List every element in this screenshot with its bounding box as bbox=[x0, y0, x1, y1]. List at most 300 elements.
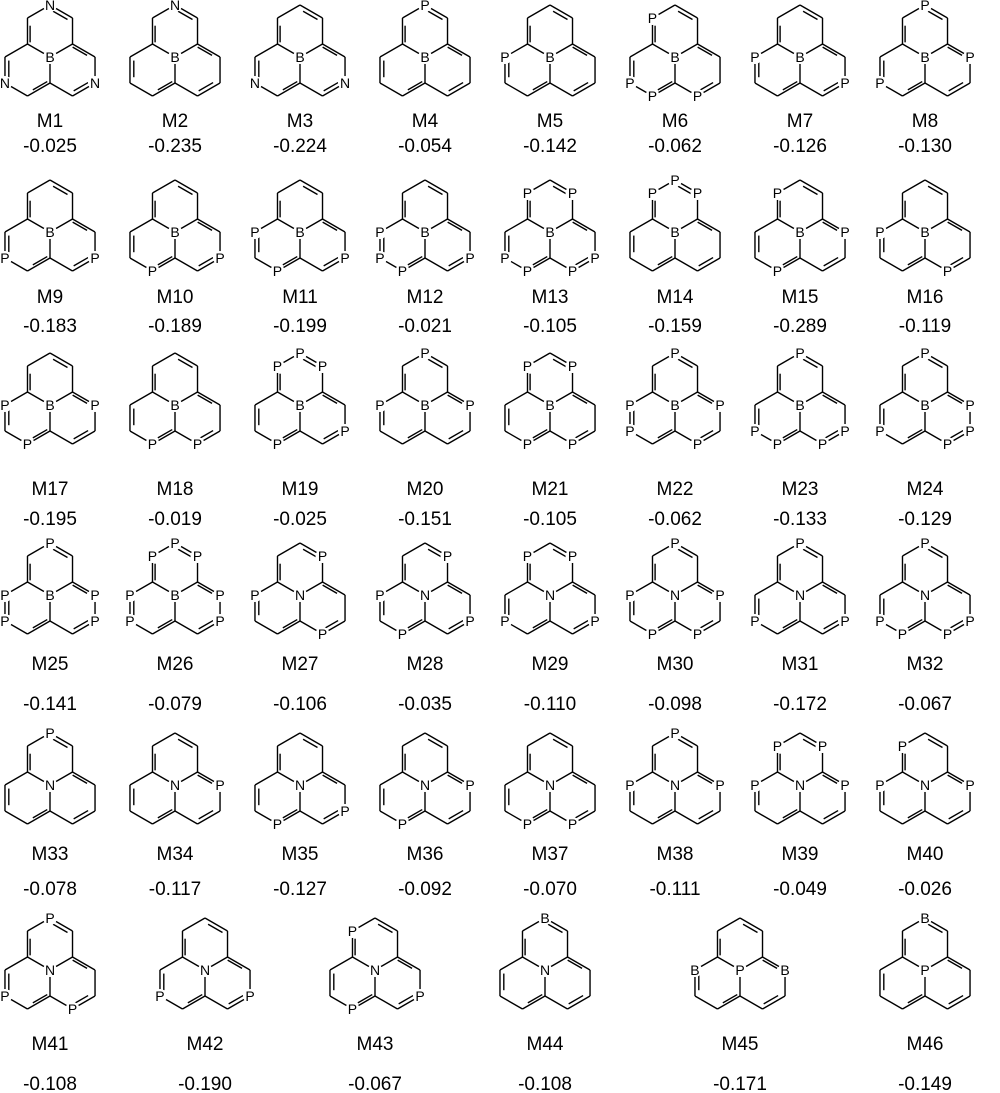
structure-drawing bbox=[680, 900, 800, 1020]
structure-drawing bbox=[490, 0, 610, 107]
molecule-value: -0.108 bbox=[23, 1074, 77, 1093]
heteroatom-label: N bbox=[0, 75, 11, 91]
molecule-name: M45 bbox=[721, 1034, 759, 1055]
bond bbox=[175, 621, 198, 634]
heteroatom-label: P bbox=[522, 816, 533, 832]
heteroatom-label: P bbox=[522, 263, 533, 279]
heteroatom-label: P bbox=[90, 613, 100, 629]
bond bbox=[375, 996, 398, 1009]
double-bond bbox=[74, 83, 88, 91]
molecule-name: M32 bbox=[906, 654, 944, 675]
molecule-name: M19 bbox=[281, 479, 319, 500]
molecule-m15 bbox=[740, 162, 860, 362]
double-bond bbox=[803, 186, 817, 194]
double-bond bbox=[553, 186, 567, 194]
heteroatom-label: P bbox=[250, 224, 260, 240]
double-bond bbox=[199, 621, 213, 629]
heteroatom-label: P bbox=[500, 49, 510, 65]
bond bbox=[50, 621, 73, 634]
double-bond bbox=[553, 739, 567, 747]
molecule-value: -0.199 bbox=[273, 316, 327, 337]
heteroatom-label: P bbox=[465, 777, 475, 793]
double-bond bbox=[803, 549, 817, 557]
double-bond bbox=[574, 621, 588, 629]
heteroatom-label: P bbox=[715, 587, 725, 603]
center-atom-label: B bbox=[170, 224, 180, 240]
double-bond bbox=[449, 83, 463, 91]
bond bbox=[527, 733, 550, 746]
molecule-m32 bbox=[865, 525, 985, 725]
molecule-m23 bbox=[740, 335, 860, 535]
double-bond bbox=[803, 359, 817, 367]
molecule-m6 bbox=[615, 0, 735, 187]
molecule-name: M9 bbox=[36, 287, 64, 308]
bond bbox=[652, 431, 675, 444]
heteroatom-label: P bbox=[147, 436, 158, 452]
bond bbox=[902, 996, 925, 1009]
molecule-m37 bbox=[490, 715, 610, 915]
double-bond bbox=[199, 83, 213, 91]
heteroatom-label: P bbox=[317, 626, 328, 642]
center-atom-label: N bbox=[419, 587, 431, 603]
heteroatom-label: P bbox=[647, 626, 658, 642]
molecule-name: M26 bbox=[156, 654, 194, 675]
molecule-value: -0.126 bbox=[773, 136, 827, 157]
heteroatom-label: P bbox=[340, 803, 350, 819]
center-atom-label: B bbox=[295, 397, 305, 413]
structure-drawing bbox=[115, 715, 235, 835]
structure-drawing bbox=[740, 335, 860, 455]
molecule-value: -0.189 bbox=[148, 316, 202, 337]
heteroatom-label: P bbox=[0, 613, 10, 629]
bond bbox=[695, 996, 718, 1009]
bond bbox=[130, 392, 153, 405]
bond bbox=[50, 258, 73, 271]
structure-drawing bbox=[365, 525, 485, 645]
double-bond bbox=[449, 431, 463, 439]
molecule-name: M25 bbox=[31, 654, 69, 675]
molecule-value: -0.019 bbox=[148, 509, 202, 530]
molecule-m4 bbox=[365, 0, 485, 187]
heteroatom-label: P bbox=[442, 548, 453, 564]
double-bond bbox=[928, 186, 942, 194]
heteroatom-label: P bbox=[522, 548, 533, 564]
bond bbox=[198, 392, 221, 405]
heteroatom-label: P bbox=[897, 738, 908, 754]
double-bond bbox=[399, 996, 413, 1004]
bond bbox=[948, 957, 971, 970]
bond bbox=[545, 996, 568, 1009]
molecule-m3 bbox=[240, 0, 360, 187]
molecule-name: M33 bbox=[31, 844, 69, 865]
structure-drawing bbox=[0, 335, 110, 455]
bond bbox=[182, 996, 205, 1009]
center-atom-label: B bbox=[920, 224, 930, 240]
center-atom-label: N bbox=[544, 587, 556, 603]
structure-drawing bbox=[365, 715, 485, 835]
heteroatom-label: P bbox=[942, 626, 953, 642]
structure-drawing bbox=[740, 162, 860, 282]
bond bbox=[73, 957, 96, 970]
bond bbox=[568, 957, 591, 970]
bond bbox=[902, 811, 925, 824]
bond bbox=[652, 258, 675, 271]
molecule-value: -0.098 bbox=[648, 694, 702, 715]
heteroatom-label: P bbox=[215, 250, 225, 266]
double-bond bbox=[824, 811, 838, 819]
structure-drawing bbox=[240, 715, 360, 835]
molecule-m12 bbox=[365, 162, 485, 362]
molecule-value: -0.062 bbox=[648, 136, 702, 157]
heteroatom-label: P bbox=[750, 49, 760, 65]
bond bbox=[175, 811, 198, 824]
double-bond bbox=[553, 359, 567, 367]
molecule-m27 bbox=[240, 525, 360, 725]
structure-drawing bbox=[865, 162, 985, 282]
heteroatom-label: P bbox=[397, 263, 408, 279]
heteroatom-label: P bbox=[45, 535, 55, 551]
center-atom-label: N bbox=[919, 777, 931, 793]
structure-drawing bbox=[115, 162, 235, 282]
heteroatom-label: N bbox=[169, 0, 181, 13]
bond bbox=[880, 44, 903, 57]
bond bbox=[152, 733, 175, 746]
heteroatom-label: P bbox=[465, 613, 475, 629]
bond bbox=[630, 44, 653, 57]
heteroatom-label: P bbox=[147, 263, 158, 279]
center-atom-label: P bbox=[920, 962, 930, 978]
center-atom-label: B bbox=[670, 49, 680, 65]
bond bbox=[160, 957, 183, 970]
molecule-m5 bbox=[490, 0, 610, 187]
molecule-name: M35 bbox=[281, 844, 319, 865]
molecule-value: -0.025 bbox=[273, 509, 327, 530]
double-bond bbox=[949, 811, 963, 819]
molecule-name: M22 bbox=[656, 479, 694, 500]
molecule-value: -0.190 bbox=[178, 1074, 232, 1093]
molecule-name: M12 bbox=[406, 287, 444, 308]
heteroatom-label: N bbox=[44, 0, 56, 13]
bond bbox=[948, 582, 971, 595]
bond bbox=[277, 733, 300, 746]
molecule-name: M17 bbox=[31, 479, 69, 500]
bond bbox=[130, 811, 153, 824]
bond bbox=[5, 811, 28, 824]
heteroatom-label: P bbox=[670, 725, 680, 741]
double-bond bbox=[53, 549, 67, 557]
bond bbox=[205, 996, 228, 1009]
structure-drawing bbox=[615, 0, 735, 107]
molecule-value: -0.111 bbox=[649, 879, 701, 900]
double-bond bbox=[208, 924, 222, 932]
bond bbox=[425, 83, 448, 96]
molecule-name: M4 bbox=[411, 111, 439, 132]
heteroatom-label: P bbox=[920, 345, 930, 361]
bond bbox=[500, 996, 523, 1009]
structure-drawing bbox=[865, 335, 985, 455]
molecule-name: M38 bbox=[656, 844, 694, 865]
center-atom-label: B bbox=[670, 397, 680, 413]
bond bbox=[50, 83, 73, 96]
heteroatom-label: P bbox=[875, 224, 885, 240]
heteroatom-label: N bbox=[89, 75, 101, 91]
heteroatom-label: P bbox=[347, 923, 358, 939]
center-atom-label: B bbox=[420, 397, 430, 413]
center-atom-label: B bbox=[795, 49, 805, 65]
center-atom-label: B bbox=[295, 49, 305, 65]
center-atom-label: B bbox=[420, 224, 430, 240]
heteroatom-label: P bbox=[375, 397, 385, 413]
molecule-name: M41 bbox=[31, 1034, 69, 1055]
bond bbox=[948, 219, 971, 232]
molecule-value: -0.025 bbox=[23, 136, 77, 157]
bond bbox=[573, 392, 596, 405]
heteroatom-label: P bbox=[625, 75, 635, 91]
structure-drawing bbox=[240, 162, 360, 282]
molecule-value: -0.070 bbox=[523, 879, 577, 900]
bond bbox=[255, 392, 278, 405]
heteroatom-label: P bbox=[625, 423, 635, 439]
heteroatom-label: P bbox=[420, 0, 430, 13]
bond bbox=[800, 811, 823, 824]
double-bond bbox=[553, 11, 567, 19]
heteroatom-label: B bbox=[690, 962, 700, 978]
double-bond bbox=[928, 924, 942, 932]
molecule-m7 bbox=[740, 0, 860, 187]
bond bbox=[73, 772, 96, 785]
bond bbox=[402, 431, 425, 444]
molecule-m33 bbox=[0, 715, 110, 915]
double-bond bbox=[803, 739, 817, 747]
double-bond bbox=[324, 83, 338, 91]
bond bbox=[448, 219, 471, 232]
bond bbox=[152, 83, 175, 96]
bond bbox=[500, 957, 523, 970]
bond bbox=[398, 957, 421, 970]
molecule-value: -0.026 bbox=[898, 879, 952, 900]
heteroatom-label: P bbox=[522, 436, 533, 452]
molecule-name: M18 bbox=[156, 479, 194, 500]
molecule-m39 bbox=[740, 715, 860, 915]
bond bbox=[255, 772, 278, 785]
heteroatom-label: P bbox=[670, 172, 680, 188]
molecule-m38 bbox=[615, 715, 735, 915]
bond bbox=[27, 258, 50, 271]
structure-drawing bbox=[0, 0, 110, 107]
molecule-m17 bbox=[0, 335, 110, 535]
double-bond bbox=[178, 186, 192, 194]
heteroatom-label: P bbox=[795, 345, 805, 361]
heteroatom-label: P bbox=[670, 535, 680, 551]
heteroatom-label: P bbox=[45, 910, 55, 926]
heteroatom-label: P bbox=[772, 263, 783, 279]
bond bbox=[402, 733, 425, 746]
heteroatom-label: P bbox=[647, 185, 658, 201]
heteroatom-label: P bbox=[817, 436, 828, 452]
double-bond bbox=[569, 996, 583, 1004]
heteroatom-label: P bbox=[465, 250, 475, 266]
molecule-name: M40 bbox=[906, 844, 944, 865]
bond bbox=[755, 83, 778, 96]
molecule-m1 bbox=[0, 0, 110, 187]
heteroatom-label: P bbox=[397, 626, 408, 642]
heteroatom-label: P bbox=[647, 88, 658, 104]
molecule-value: -0.151 bbox=[398, 509, 452, 530]
structure-drawing bbox=[865, 525, 985, 645]
structure-drawing bbox=[490, 525, 610, 645]
heteroatom-label: P bbox=[875, 613, 885, 629]
double-bond bbox=[229, 996, 243, 1004]
molecule-name: M46 bbox=[906, 1034, 944, 1055]
structure-drawing bbox=[615, 525, 735, 645]
molecule-value: -0.235 bbox=[148, 136, 202, 157]
double-bond bbox=[928, 359, 942, 367]
molecule-value: -0.105 bbox=[523, 316, 577, 337]
double-bond bbox=[428, 186, 442, 194]
heteroatom-label: P bbox=[625, 397, 635, 413]
heteroatom-label: P bbox=[567, 816, 578, 832]
molecule-name: M24 bbox=[906, 479, 944, 500]
center-atom-label: N bbox=[919, 587, 931, 603]
bond bbox=[27, 621, 50, 634]
bond bbox=[402, 83, 425, 96]
double-bond bbox=[548, 924, 562, 932]
heteroatom-label: P bbox=[840, 224, 850, 240]
heteroatom-label: P bbox=[567, 548, 578, 564]
bond bbox=[152, 180, 175, 193]
heteroatom-label: P bbox=[965, 49, 975, 65]
center-atom-label: N bbox=[669, 777, 681, 793]
center-atom-label: N bbox=[794, 777, 806, 793]
heteroatom-label: P bbox=[875, 777, 885, 793]
heteroatom-label: P bbox=[317, 358, 328, 374]
molecule-m29 bbox=[490, 525, 610, 725]
molecule-value: -0.078 bbox=[23, 879, 77, 900]
molecule-name: M31 bbox=[781, 654, 819, 675]
double-bond bbox=[178, 549, 192, 557]
double-bond bbox=[764, 996, 778, 1004]
molecule-m22 bbox=[615, 335, 735, 535]
heteroatom-label: P bbox=[965, 777, 975, 793]
bond bbox=[505, 582, 528, 595]
molecule-name: M11 bbox=[282, 287, 318, 308]
heteroatom-label: P bbox=[750, 777, 760, 793]
molecule-m44 bbox=[485, 900, 605, 1093]
molecule-value: -0.133 bbox=[773, 509, 827, 530]
center-atom-label: B bbox=[420, 49, 430, 65]
bond bbox=[550, 621, 573, 634]
molecule-m40 bbox=[865, 715, 985, 915]
molecule-name: M36 bbox=[406, 844, 444, 865]
bond bbox=[573, 582, 596, 595]
structure-drawing bbox=[740, 0, 860, 107]
molecule-name: M16 bbox=[906, 287, 944, 308]
heteroatom-label: P bbox=[215, 613, 225, 629]
molecule-m11 bbox=[240, 162, 360, 362]
molecule-m31 bbox=[740, 525, 860, 725]
bond bbox=[675, 258, 698, 271]
heteroatom-label: P bbox=[965, 397, 975, 413]
molecule-value: -0.108 bbox=[518, 1074, 572, 1093]
bond bbox=[740, 996, 763, 1009]
center-atom-label: B bbox=[920, 49, 930, 65]
molecule-m26 bbox=[115, 525, 235, 725]
heteroatom-label: P bbox=[45, 725, 55, 741]
double-bond bbox=[53, 924, 67, 932]
bond bbox=[880, 582, 903, 595]
bond bbox=[323, 582, 346, 595]
heteroatom-label: P bbox=[920, 535, 930, 551]
molecule-name: M34 bbox=[156, 844, 194, 865]
heteroatom-label: P bbox=[692, 185, 703, 201]
molecule-m43 bbox=[315, 900, 435, 1093]
heteroatom-label: P bbox=[567, 263, 578, 279]
bond bbox=[527, 83, 550, 96]
bond bbox=[27, 996, 50, 1009]
molecule-m14 bbox=[615, 162, 735, 362]
center-atom-label: B bbox=[545, 49, 555, 65]
molecule-name: M30 bbox=[656, 654, 694, 675]
bond bbox=[925, 996, 948, 1009]
bond bbox=[777, 621, 800, 634]
molecule-value: -0.049 bbox=[773, 879, 827, 900]
heteroatom-label: P bbox=[415, 988, 425, 1004]
double-bond bbox=[678, 739, 692, 747]
molecule-m36 bbox=[365, 715, 485, 915]
heteroatom-label: P bbox=[875, 423, 885, 439]
double-bond bbox=[824, 83, 838, 91]
bond bbox=[675, 811, 698, 824]
bond bbox=[800, 621, 823, 634]
bond bbox=[630, 219, 653, 232]
bond bbox=[880, 996, 903, 1009]
double-bond bbox=[428, 549, 442, 557]
center-atom-label: B bbox=[170, 397, 180, 413]
structure-drawing bbox=[0, 162, 110, 282]
bond bbox=[902, 431, 925, 444]
structure-drawing bbox=[240, 0, 360, 107]
structure-drawing bbox=[490, 162, 610, 282]
bond bbox=[255, 621, 278, 634]
molecule-value: -0.110 bbox=[523, 694, 577, 715]
molecule-name: M21 bbox=[531, 479, 569, 500]
bond bbox=[823, 392, 846, 405]
molecule-name: M2 bbox=[161, 111, 189, 132]
heteroatom-label: P bbox=[245, 988, 255, 1004]
center-atom-label: N bbox=[294, 777, 306, 793]
heteroatom-label: P bbox=[715, 777, 725, 793]
center-atom-label: B bbox=[170, 587, 180, 603]
molecule-value: -0.054 bbox=[398, 136, 452, 157]
bond bbox=[698, 44, 721, 57]
center-atom-label: N bbox=[169, 777, 181, 793]
heteroatom-label: P bbox=[772, 185, 783, 201]
molecule-m45 bbox=[680, 900, 800, 1093]
bond bbox=[73, 219, 96, 232]
bond bbox=[300, 431, 323, 444]
heteroatom-label: P bbox=[375, 587, 385, 603]
structure-drawing bbox=[240, 335, 360, 455]
bond bbox=[880, 392, 903, 405]
center-atom-label: N bbox=[539, 962, 551, 978]
heteroatom-label: P bbox=[90, 250, 100, 266]
bond bbox=[755, 811, 778, 824]
molecule-value: -0.119 bbox=[898, 316, 952, 337]
bond bbox=[152, 353, 175, 366]
double-bond bbox=[928, 739, 942, 747]
heteroatom-label: P bbox=[90, 587, 100, 603]
heteroatom-label: P bbox=[375, 224, 385, 240]
